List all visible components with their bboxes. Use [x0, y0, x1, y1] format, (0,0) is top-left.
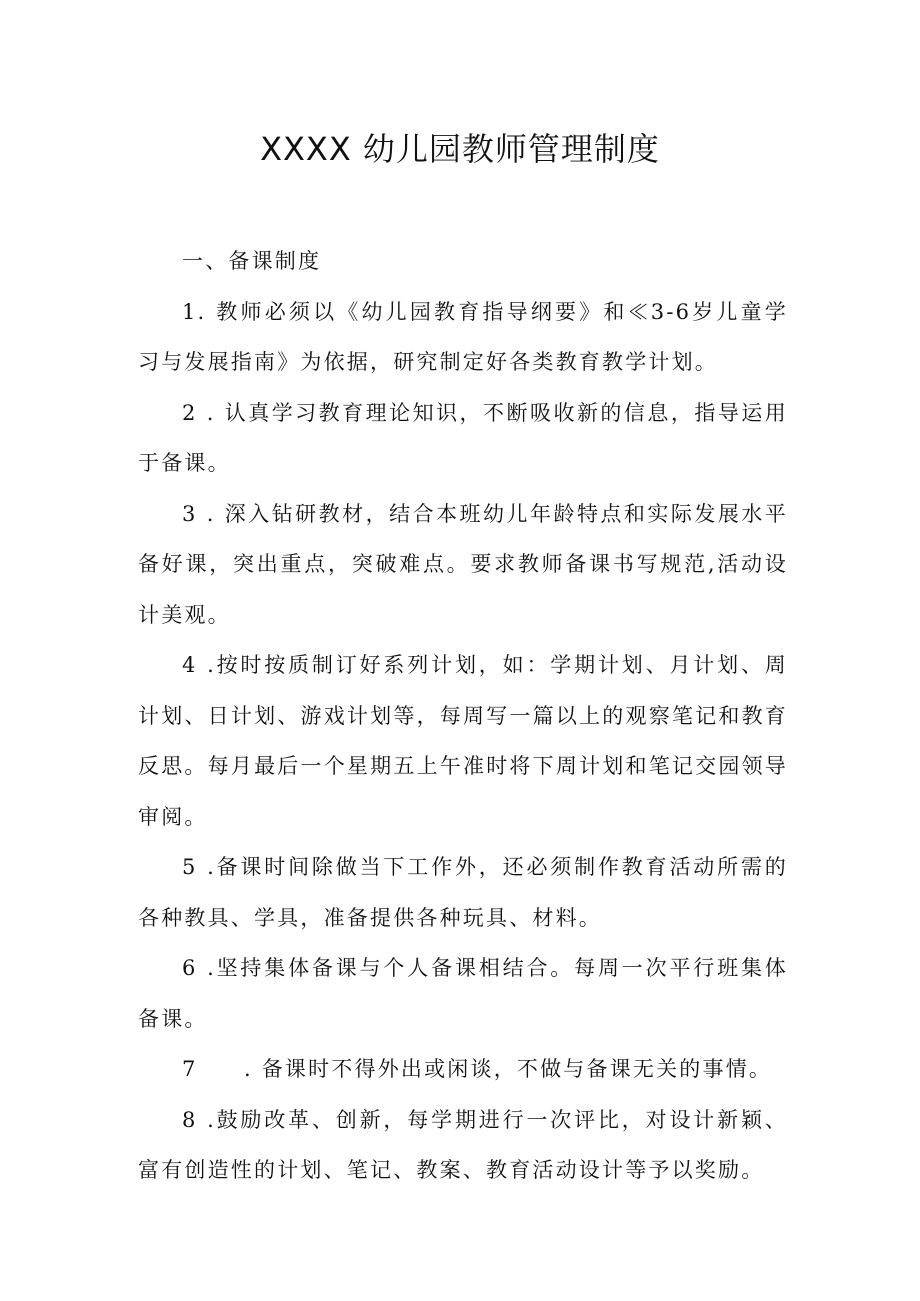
paragraph-4: 4 .按时按质制订好系列计划，如：学期计划、月计划、周计划、日计划、游戏计划等，每周写一篇以上的观察笔记和教育反思。每月最后一个星期五上午准时将下周计划和笔记交园领导审阅。: [138, 653, 788, 829]
paragraph-3: 3 . 深入钻研教材，结合本班幼儿年龄特点和实际发展水平备好课，突出重点，突破难点。要求教师备课书写规范,活动设计美观。: [138, 501, 788, 627]
paragraph-8: 8 .鼓励改革、创新，每学期进行一次评比，对设计新颖、富有创造性的计划、笔记、教案、教育活动设计等予以奖励。: [138, 1107, 788, 1182]
paragraph-7: 7 . 备课时不得外出或闲谈，不做与备课无关的事情。: [182, 1057, 773, 1081]
document-title: XXXX 幼儿园教师管理制度: [260, 130, 660, 168]
paragraph-6: 6 .坚持集体备课与个人备课相结合。每周一次平行班集体备课。: [138, 956, 788, 1031]
paragraph-1: 1. 教师必须以《幼儿园教育指导纲要》和≪3-6岁儿童学习与发展指南》为依据，研究制定好各类教育教学计划。: [138, 299, 788, 374]
paragraph-5: 5 .备课时间除做当下工作外，还必须制作教育活动所需的各种教具、学具，准备提供各种玩具、材料。: [138, 855, 788, 930]
section-heading: 一、备课制度: [182, 249, 322, 273]
document-body: [138, 236, 788, 1196]
paragraph-2: 2 . 认真学习教育理论知识，不断吸收新的信息，指导运用于备课。: [138, 400, 788, 475]
